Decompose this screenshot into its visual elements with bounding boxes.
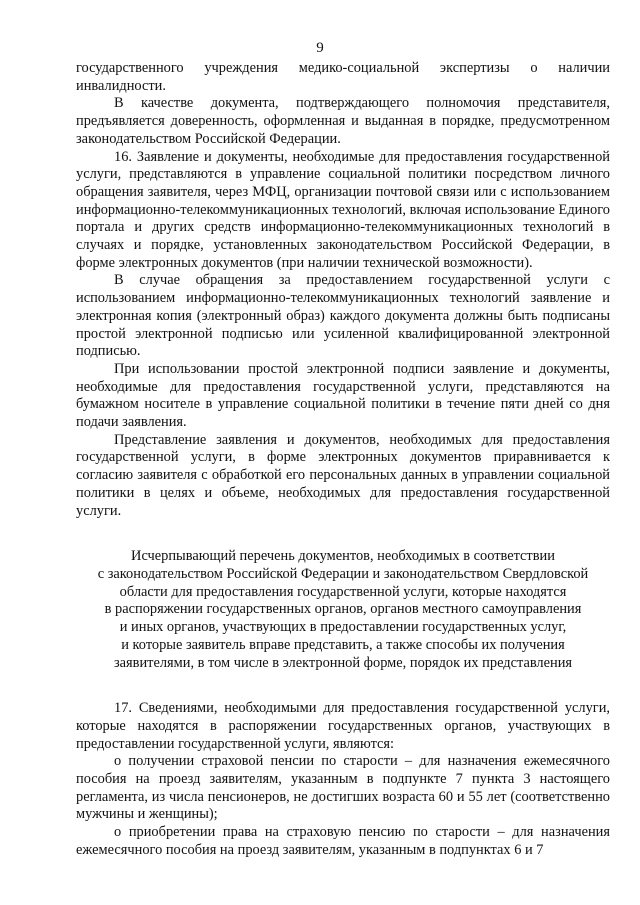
heading-line: Исчерпывающий перечень документов, необходимых в соответствии bbox=[131, 548, 555, 565]
document-body bbox=[76, 60, 610, 860]
paragraph-continuation: государственного учреждения медико-социальной экспертизы о наличии инвалидности. bbox=[76, 60, 610, 94]
paragraph-pension-right: о приобретении права на страховую пенсию по старости – для назначения ежемесячного пособия на проезд заявителям, указанным в подпунктах 6 и 7 bbox=[76, 824, 610, 858]
page-number: 9 bbox=[316, 40, 324, 56]
heading-line: заявителями, в том числе в электронной форме, порядок их представления bbox=[113, 654, 573, 671]
heading-line: и иных органов, участвующих в предоставлении государственных услуг, bbox=[119, 619, 567, 636]
heading-line: с законодательством Российской Федерации и законодательством Свердловской bbox=[97, 565, 589, 582]
paragraph-electronic-signature: В случае обращения за предоставлением государственной услуги с использованием информационно-телекоммуникационных технологий заявление и электронная копия (электронный образ) каждого документа должны быть подписаны простой электронной подписью или усиленной квалифицированной электронной подписью. bbox=[76, 272, 610, 360]
heading-line: и которые заявитель вправе представить, а также способы их получения bbox=[121, 636, 565, 653]
section-heading bbox=[76, 548, 610, 672]
paragraph-simple-signature: При использовании простой электронной подписи заявление и документы, необходимые для предоставления государственной услуги, представляются на бумажном носителе в управление социальной политики в течение пяти дней со дня подачи заявления. bbox=[76, 360, 610, 431]
paragraph-16-submission: 16. Заявление и документы, необходимые для предоставления государственной услуги, представляются в управление социальной политики посредством личного обращения заявителя, через МФЦ, организации почтовой связи или с использованием информационно-телекоммуникационных технологий, включая использование Единого портала и других средств информационно-телекоммуникационных технологий в случаях и порядке, установленных законодательством Российской Федерации, в форме электронных документов (при наличии технической возможности). bbox=[76, 148, 610, 271]
paragraph-personal-data-consent: Представление заявления и документов, необходимых для предоставления государственной услуги, в форме электронных документов приравнивается к согласию заявителя с обработкой его персональных данных в управлении социальной политики в целях и объеме, необходимых для предоставления государственной услуги. bbox=[76, 431, 610, 519]
paragraph-old-age-pension: о получении страховой пенсии по старости – для назначения ежемесячного пособия на проезд заявителям, указанным в подпункте 7 пункта 3 настоящего регламента, из числа пенсионеров, не достигших возраста 60 и 55 лет (соответственно мужчины и женщины); bbox=[76, 753, 610, 823]
heading-line: области для предоставления государственной услуги, которые находятся bbox=[119, 583, 567, 600]
paragraph-representative-document: В качестве документа, подтверждающего полномочия представителя, предъявляется доверенность, оформленная и выданная в порядке, предусмотренном законодательством Российской Федерации. bbox=[76, 95, 610, 147]
paragraph-17-information: 17. Сведениями, необходимыми для предоставления государственной услуги, которые находятся в распоряжении государственных органов, участвующих в предоставлении государственной услуги, являются: bbox=[76, 700, 610, 752]
heading-line: в распоряжении государственных органов, органов местного самоуправления bbox=[104, 601, 582, 618]
